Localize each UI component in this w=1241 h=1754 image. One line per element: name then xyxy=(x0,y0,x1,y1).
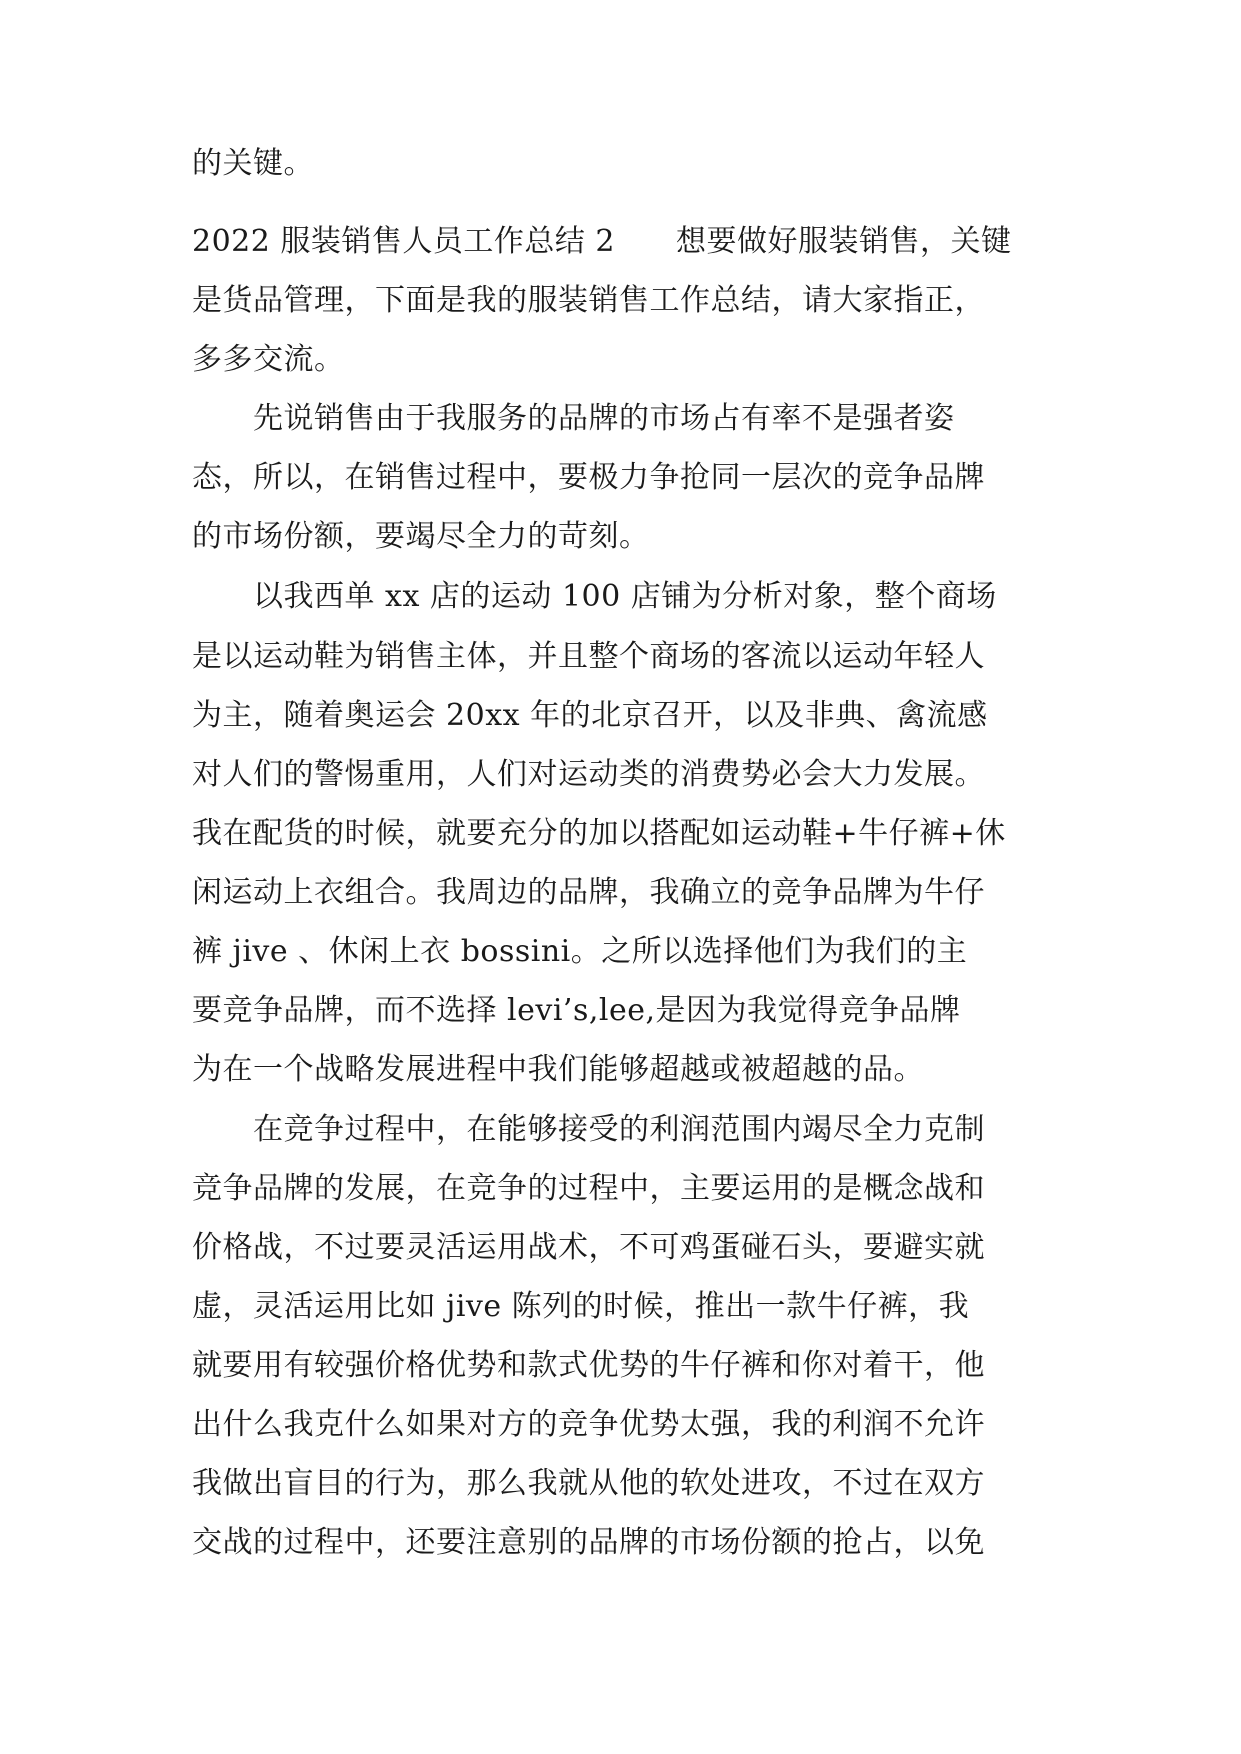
text-line: 态，所以，在销售过程中，要极力争抢同一层次的竞争品牌 xyxy=(192,460,985,495)
text-line: 交战的过程中，还要注意别的品牌的市场份额的抢占，以免 xyxy=(192,1525,985,1560)
text-line: 2022 服装销售人员工作总结 2 想要做好服装销售，关键 xyxy=(192,224,1012,259)
text-line: 在竞争过程中，在能够接受的利润范围内竭尽全力克制 xyxy=(192,1112,985,1147)
text-line: 虚，灵活运用比如 jive 陈列的时候，推出一款牛仔裤，我 xyxy=(192,1289,970,1324)
text-line: 价格战，不过要灵活运用战术，不可鸡蛋碰石头，要避实就 xyxy=(192,1230,985,1265)
text-line: 多多交流。 xyxy=(192,342,345,377)
text-line: 就要用有较强价格优势和款式优势的牛仔裤和你对着干，他 xyxy=(192,1348,985,1383)
text-line: 是以运动鞋为销售主体，并且整个商场的客流以运动年轻人 xyxy=(192,639,985,674)
text-line: 闲运动上衣组合。我周边的品牌，我确立的竞争品牌为牛仔 xyxy=(192,875,985,910)
text-line: 先说销售由于我服务的品牌的市场占有率不是强者姿 xyxy=(192,401,955,436)
text-line: 我做出盲目的行为，那么我就从他的软处进攻，不过在双方 xyxy=(192,1466,985,1501)
text-line: 的关键。 xyxy=(192,146,314,181)
text-line: 裤 jive 、休闲上衣 bossini。之所以选择他们为我们的主 xyxy=(192,934,968,969)
text-line: 出什么我克什么如果对方的竞争优势太强，我的利润不允许 xyxy=(192,1407,985,1442)
text-line: 竞争品牌的发展，在竞争的过程中，主要运用的是概念战和 xyxy=(192,1171,985,1206)
text-line: 我在配货的时候，就要充分的加以搭配如运动鞋+牛仔裤+休 xyxy=(192,816,1006,851)
text-line: 的市场份额，要竭尽全力的苛刻。 xyxy=(192,519,650,554)
text-line: 对人们的警惕重用，人们对运动类的消费势必会大力发展。 xyxy=(192,757,985,792)
text-line: 以我西单 xx 店的运动 100 店铺为分析对象，整个商场 xyxy=(192,579,997,614)
text-line: 是货品管理，下面是我的服装销售工作总结，请大家指正， xyxy=(192,283,985,318)
text-line: 为主，随着奥运会 20xx 年的北京召开，以及非典、禽流感 xyxy=(192,698,988,733)
text-line: 要竞争品牌，而不选择 levi’s,lee,是因为我觉得竞争品牌 xyxy=(192,993,961,1028)
text-line: 为在一个战略发展进程中我们能够超越或被超越的品。 xyxy=(192,1052,924,1087)
